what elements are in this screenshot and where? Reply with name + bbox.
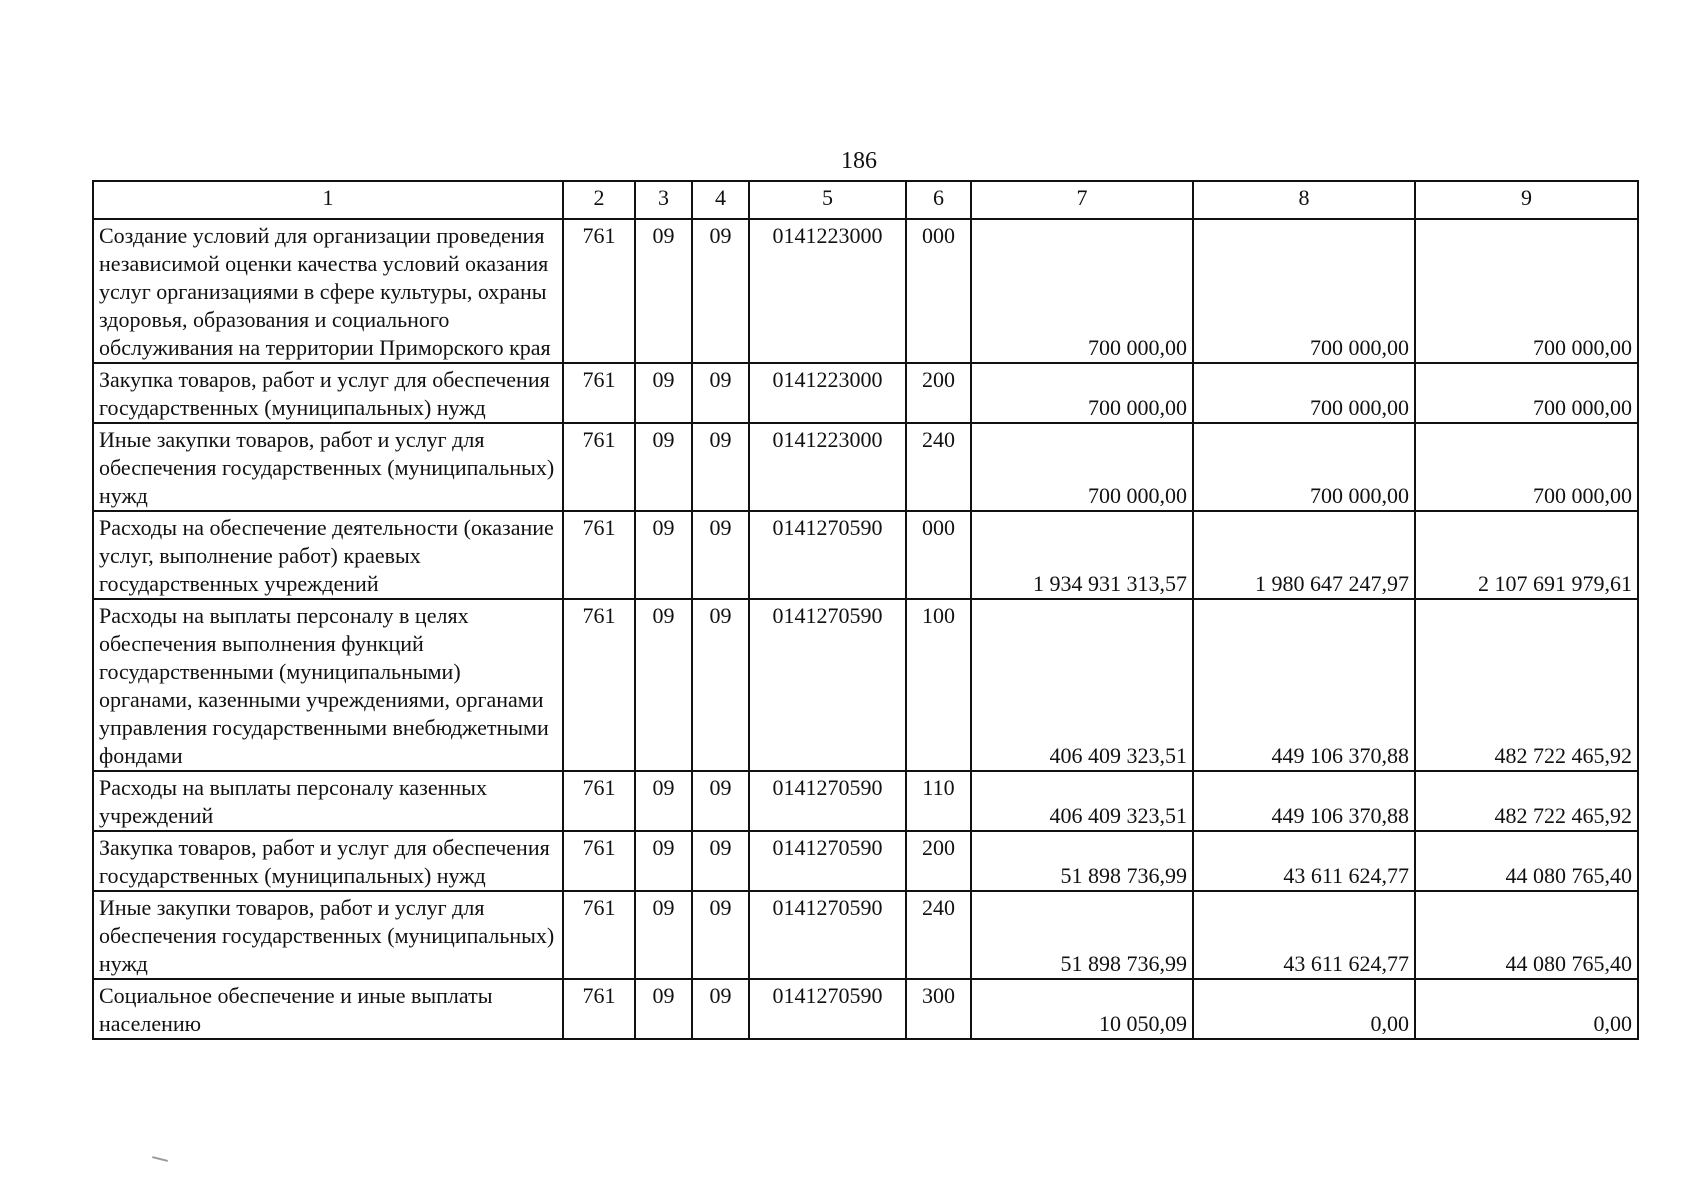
target-article-code: 0141223000 <box>749 423 906 511</box>
column-header-1: 1 <box>93 181 563 219</box>
subsection-code: 09 <box>692 979 749 1039</box>
column-header-5: 5 <box>749 181 906 219</box>
column-header-4: 4 <box>692 181 749 219</box>
section-code: 09 <box>635 423 692 511</box>
amount-col-8: 449 106 370,88 <box>1193 599 1415 771</box>
amount-col-7: 1 934 931 313,57 <box>971 511 1193 599</box>
amount-col-9: 482 722 465,92 <box>1415 599 1638 771</box>
column-header-7: 7 <box>971 181 1193 219</box>
expense-type-code: 000 <box>906 511 971 599</box>
expense-type-code: 200 <box>906 831 971 891</box>
page-number: 186 <box>841 148 877 174</box>
section-code: 09 <box>635 891 692 979</box>
amount-col-7: 10 050,09 <box>971 979 1193 1039</box>
row-name: Создание условий для организации проведения независимой оценки качества условий оказания услуг организациями в сфере культуры, охраны здоровья, образования и социального обслуживания на территории Приморского края <box>93 219 563 363</box>
table-header-row <box>93 181 1638 219</box>
table-row <box>93 599 1638 771</box>
amount-col-9: 700 000,00 <box>1415 219 1638 363</box>
subsection-code: 09 <box>692 831 749 891</box>
amount-col-7: 406 409 323,51 <box>971 599 1193 771</box>
amount-col-9: 2 107 691 979,61 <box>1415 511 1638 599</box>
expense-type-code: 100 <box>906 599 971 771</box>
amount-col-8: 0,00 <box>1193 979 1415 1039</box>
section-code: 09 <box>635 771 692 831</box>
expense-type-code: 240 <box>906 423 971 511</box>
target-article-code: 0141270590 <box>749 599 906 771</box>
ministry-code: 761 <box>563 511 635 599</box>
row-name: Закупка товаров, работ и услуг для обеспечения государственных (муниципальных) нужд <box>93 363 563 423</box>
column-header-8: 8 <box>1193 181 1415 219</box>
ministry-code: 761 <box>563 219 635 363</box>
section-code: 09 <box>635 599 692 771</box>
row-name: Закупка товаров, работ и услуг для обеспечения государственных (муниципальных) нужд <box>93 831 563 891</box>
amount-col-7: 51 898 736,99 <box>971 891 1193 979</box>
amount-col-8: 700 000,00 <box>1193 219 1415 363</box>
amount-col-9: 44 080 765,40 <box>1415 831 1638 891</box>
amount-col-7: 700 000,00 <box>971 219 1193 363</box>
expense-type-code: 000 <box>906 219 971 363</box>
subsection-code: 09 <box>692 363 749 423</box>
target-article-code: 0141270590 <box>749 511 906 599</box>
amount-col-7: 51 898 736,99 <box>971 831 1193 891</box>
section-code: 09 <box>635 363 692 423</box>
row-name: Расходы на выплаты персоналу в целях обеспечения выполнения функций государственными (муниципальными) органами, казенными учреждениями, органами управления государственными внебюджетными фондами <box>93 599 563 771</box>
ministry-code: 761 <box>563 423 635 511</box>
amount-col-9: 700 000,00 <box>1415 423 1638 511</box>
column-header-2: 2 <box>563 181 635 219</box>
amount-col-8: 700 000,00 <box>1193 423 1415 511</box>
target-article-code: 0141223000 <box>749 219 906 363</box>
subsection-code: 09 <box>692 219 749 363</box>
amount-col-8: 43 611 624,77 <box>1193 891 1415 979</box>
amount-col-8: 1 980 647 247,97 <box>1193 511 1415 599</box>
amount-col-9: 700 000,00 <box>1415 363 1638 423</box>
amount-col-7: 406 409 323,51 <box>971 771 1193 831</box>
table-row <box>93 511 1638 599</box>
target-article-code: 0141270590 <box>749 771 906 831</box>
column-header-6: 6 <box>906 181 971 219</box>
subsection-code: 09 <box>692 511 749 599</box>
section-code: 09 <box>635 511 692 599</box>
budget-table <box>92 180 1639 1040</box>
ministry-code: 761 <box>563 831 635 891</box>
table-row <box>93 771 1638 831</box>
expense-type-code: 110 <box>906 771 971 831</box>
target-article-code: 0141223000 <box>749 363 906 423</box>
amount-col-7: 700 000,00 <box>971 363 1193 423</box>
ministry-code: 761 <box>563 599 635 771</box>
subsection-code: 09 <box>692 891 749 979</box>
subsection-code: 09 <box>692 599 749 771</box>
row-name: Социальное обеспечение и иные выплаты населению <box>93 979 563 1039</box>
amount-col-9: 482 722 465,92 <box>1415 771 1638 831</box>
target-article-code: 0141270590 <box>749 891 906 979</box>
subsection-code: 09 <box>692 423 749 511</box>
amount-col-9: 44 080 765,40 <box>1415 891 1638 979</box>
amount-col-8: 43 611 624,77 <box>1193 831 1415 891</box>
row-name: Расходы на выплаты персоналу казенных учреждений <box>93 771 563 831</box>
target-article-code: 0141270590 <box>749 979 906 1039</box>
table-row <box>93 891 1638 979</box>
row-name: Иные закупки товаров, работ и услуг для обеспечения государственных (муниципальных) нужд <box>93 423 563 511</box>
column-header-9: 9 <box>1415 181 1638 219</box>
table-row <box>93 363 1638 423</box>
row-name: Иные закупки товаров, работ и услуг для обеспечения государственных (муниципальных) нужд <box>93 891 563 979</box>
column-header-3: 3 <box>635 181 692 219</box>
table-row <box>93 979 1638 1039</box>
ministry-code: 761 <box>563 891 635 979</box>
subsection-code: 09 <box>692 771 749 831</box>
table-row <box>93 423 1638 511</box>
ministry-code: 761 <box>563 979 635 1039</box>
amount-col-7: 700 000,00 <box>971 423 1193 511</box>
expense-type-code: 240 <box>906 891 971 979</box>
section-code: 09 <box>635 979 692 1039</box>
amount-col-8: 700 000,00 <box>1193 363 1415 423</box>
row-name: Расходы на обеспечение деятельности (оказание услуг, выполнение работ) краевых государственных учреждений <box>93 511 563 599</box>
section-code: 09 <box>635 219 692 363</box>
section-code: 09 <box>635 831 692 891</box>
ministry-code: 761 <box>563 363 635 423</box>
amount-col-9: 0,00 <box>1415 979 1638 1039</box>
ministry-code: 761 <box>563 771 635 831</box>
table-row <box>93 219 1638 363</box>
amount-col-8: 449 106 370,88 <box>1193 771 1415 831</box>
target-article-code: 0141270590 <box>749 831 906 891</box>
table-row <box>93 831 1638 891</box>
expense-type-code: 200 <box>906 363 971 423</box>
scan-speck <box>152 1156 168 1162</box>
expense-type-code: 300 <box>906 979 971 1039</box>
